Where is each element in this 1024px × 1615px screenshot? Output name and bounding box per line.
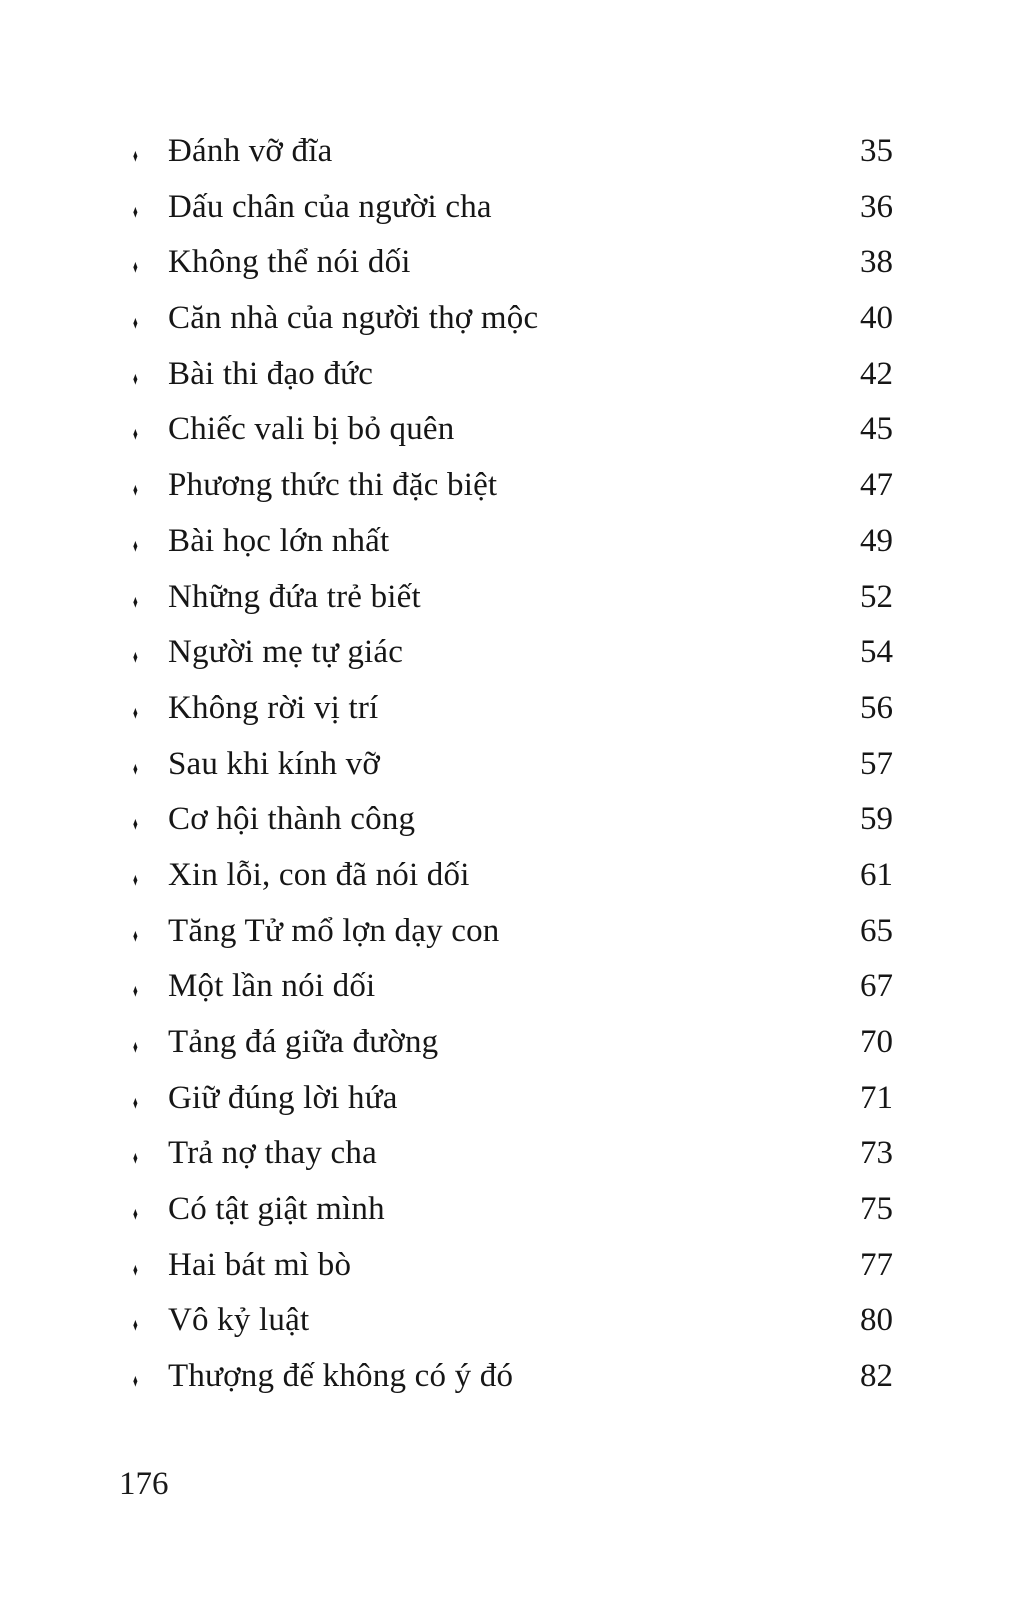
toc-entry-page: 65 [860,912,893,949]
toc-entry-title: Đánh vỡ đĩa [168,133,333,169]
bullet-cell [133,908,168,964]
bullet-cell [133,1075,168,1131]
toc-entry-page: 70 [860,1024,893,1060]
bullet-cell [133,685,168,741]
diamond-bullet-icon: ♦ [133,145,138,166]
diamond-bullet-icon: ♦ [133,980,138,1001]
toc-entry-title: Thượng đế không có ý đó [168,1358,514,1395]
toc-entry-row [133,124,893,180]
bullet-cell [133,239,168,295]
toc-entry-row [133,1126,893,1182]
bullet-cell [133,1353,168,1409]
toc-entry-title: Bài học lớn nhất [168,522,390,559]
toc-entry-page: 42 [860,355,893,392]
toc-entry-title: Tảng đá giữa đường [168,1024,439,1060]
bullet-cell [133,741,168,797]
diamond-bullet-icon: ♦ [133,256,138,277]
toc-entry-row [133,458,893,514]
toc-entry-row [133,737,893,793]
diamond-bullet-icon: ♦ [133,925,138,946]
toc-entry-row [133,1182,893,1238]
toc-entry-row [133,792,893,848]
bullet-cell [133,351,168,407]
bullet-cell [133,796,168,852]
toc-entry-page: 77 [860,1246,893,1283]
toc-entry-row [133,904,893,960]
toc-entry-title: Sau khi kính vỡ [168,745,381,782]
bullet-cell [133,629,168,685]
toc-entry-title: Không rời vị trí [168,689,379,726]
diamond-bullet-icon: ♦ [133,535,138,556]
toc-entry-row [133,959,893,1015]
toc-entry-row [133,1015,893,1071]
bullet-cell [133,1297,168,1353]
toc-entry-page: 61 [860,856,893,893]
toc-entry-page: 38 [860,244,893,281]
diamond-bullet-icon: ♦ [133,1370,138,1391]
toc-entry-title: Dấu chân của người cha [168,188,492,225]
diamond-bullet-icon: ♦ [133,1092,138,1113]
toc-entry-page: 40 [860,300,893,337]
diamond-bullet-icon: ♦ [133,1203,138,1224]
bullet-cell [133,574,168,630]
diamond-bullet-icon: ♦ [133,1147,138,1168]
diamond-bullet-icon: ♦ [133,201,138,222]
toc-entry-row [133,848,893,904]
toc-entry-title: Chiếc vali bị bỏ quên [168,411,455,448]
toc-entry-row [133,180,893,236]
toc-entry-page: 56 [860,689,893,726]
toc-entry-row [133,514,893,570]
toc-entry-title: Phương thức thi đặc biệt [168,467,498,504]
toc-entry-row [133,1071,893,1127]
toc-entry-page: 47 [860,467,893,504]
diamond-bullet-icon: ♦ [133,479,138,500]
diamond-bullet-icon: ♦ [133,1314,138,1335]
bullet-cell [133,406,168,462]
toc-entry-page: 80 [860,1302,893,1339]
toc-entry-title: Bài thi đạo đức [168,355,374,392]
toc-entry-page: 71 [860,1079,893,1116]
bullet-cell [133,518,168,574]
diamond-bullet-icon: ♦ [133,702,138,723]
diamond-bullet-icon: ♦ [133,1036,138,1057]
toc-entry-title: Tăng Tử mổ lợn dạy con [168,912,500,949]
toc-entry-page: 73 [860,1135,893,1172]
diamond-bullet-icon: ♦ [133,813,138,834]
bullet-cell [133,1186,168,1242]
bullet-cell [133,128,168,184]
toc-entry-title: Có tật giật mình [168,1191,385,1228]
diamond-bullet-icon: ♦ [133,646,138,667]
toc-entry-title: Không thể nói dối [168,244,411,281]
toc-entry-title: Một lần nói dối [168,968,376,1005]
toc-entry-row [133,1293,893,1349]
toc-entry-row [133,235,893,291]
toc-entry-row [133,570,893,626]
toc-entry-title: Căn nhà của người thợ mộc [168,300,539,337]
diamond-bullet-icon: ♦ [133,758,138,779]
toc-entry-title: Những đứa trẻ biết [168,578,421,615]
toc-entry-page: 54 [860,634,893,671]
toc-list [133,124,893,1405]
bullet-cell [133,1019,168,1075]
page-number: 176 [119,1466,169,1502]
toc-entry-page: 59 [860,801,893,838]
diamond-bullet-icon: ♦ [133,591,138,611]
diamond-bullet-icon: ♦ [133,423,138,444]
toc-entry-page: 75 [860,1191,893,1228]
toc-entry-row [133,1349,893,1405]
toc-entry-page: 36 [860,188,893,225]
toc-entry-page: 52 [860,578,893,615]
toc-entry-title: Người mẹ tự giác [168,634,404,671]
toc-entry-row [133,291,893,347]
toc-entry-title: Giữ đúng lời hứa [168,1079,398,1116]
bullet-cell [133,295,168,351]
bullet-cell [133,1242,168,1298]
bullet-cell [133,852,168,908]
toc-entry-title: Trả nợ thay cha [168,1135,377,1172]
diamond-bullet-icon: ♦ [133,312,138,333]
toc-entry-page: 57 [860,745,893,782]
toc-entry-page: 82 [860,1358,893,1395]
toc-entry-title: Xin lỗi, con đã nói dối [168,856,470,893]
diamond-bullet-icon: ♦ [133,368,138,389]
toc-entry-page: 67 [860,968,893,1005]
toc-entry-row [133,402,893,458]
toc-entry-row [133,625,893,681]
diamond-bullet-icon: ♦ [133,869,138,890]
bullet-cell [133,963,168,1019]
bullet-cell [133,462,168,518]
bullet-cell [133,1130,168,1186]
toc-entry-title: Vô kỷ luật [168,1302,310,1339]
toc-entry-row [133,681,893,737]
toc-entry-title: Hai bát mì bò [168,1246,352,1283]
toc-entry-title: Cơ hội thành công [168,801,416,838]
toc-entry-page: 49 [860,522,893,559]
toc-entry-row [133,1238,893,1294]
toc-entry-row [133,347,893,403]
toc-entry-page: 35 [860,133,893,169]
toc-entry-page: 45 [860,411,893,448]
bullet-cell [133,184,168,240]
diamond-bullet-icon: ♦ [133,1259,138,1280]
